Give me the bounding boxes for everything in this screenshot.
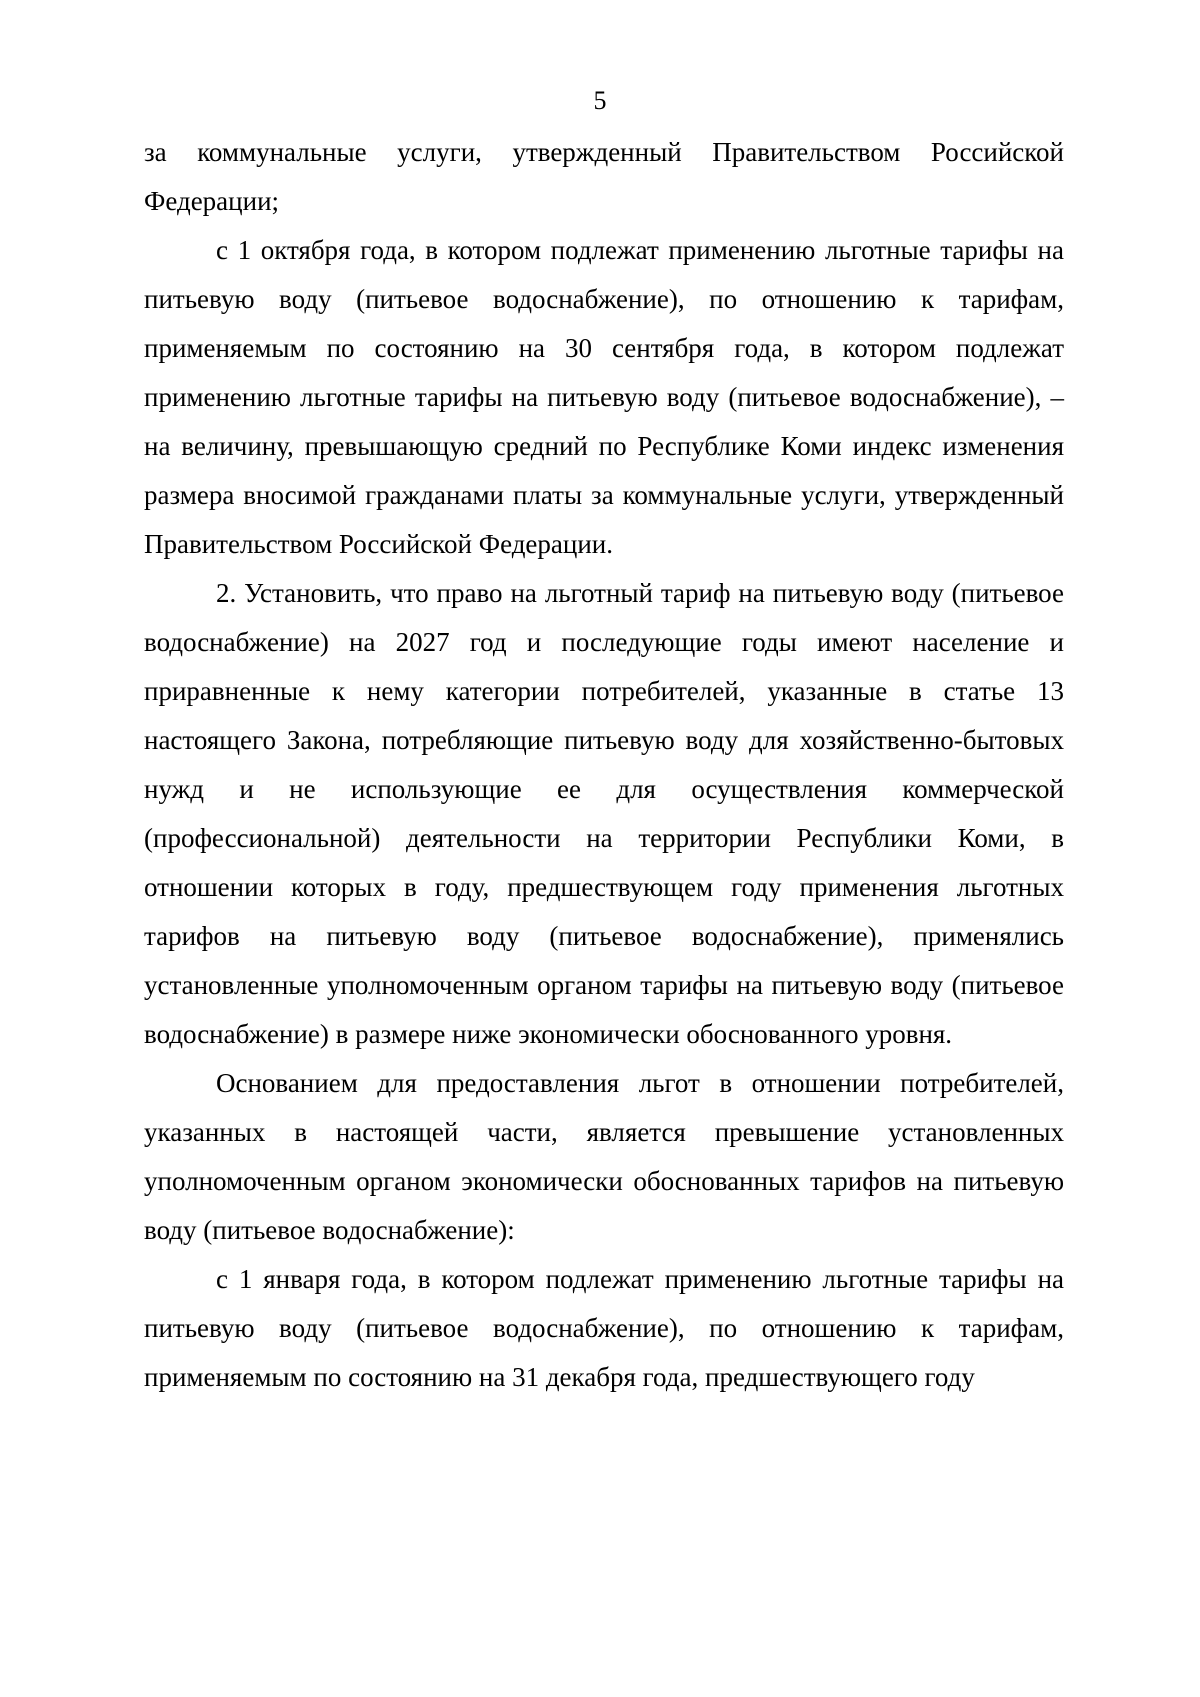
document-body <box>144 128 1064 1402</box>
page-number: 5 <box>593 86 607 115</box>
paragraph-january-clause: с 1 января года, в котором подлежат применению льготные тарифы на питьевую воду (питьевое водоснабжение), по отношению к тарифам, применяемым по состоянию на 31 декабря года, предшествующего году <box>144 1264 1064 1392</box>
paragraph-basis-for-benefits: Основанием для предоставления льгот в отношении потребителей, указанных в настоящей части, является превышение установленных уполномоченным органом экономически обоснованных тарифов на питьевую воду (питьевое водоснабжение): <box>144 1068 1064 1245</box>
paragraph-october-clause: с 1 октября года, в котором подлежат применению льготные тарифы на питьевую воду (питьевое водоснабжение), по отношению к тарифам, применяемым по состоянию на 30 сентября года, в котором подлежат применению льготные тарифы на питьевую воду (питьевое водоснабжение), – на величину, превышающую средний по Республике Коми индекс изменения размера вносимой гражданами платы за коммунальные услуги, утвержденный Правительством Российской Федерации. <box>144 235 1064 559</box>
paragraph-continuation: за коммунальные услуги, утвержденный Правительством Российской Федерации; <box>144 137 1064 216</box>
paragraph-item-2: 2. Установить, что право на льготный тариф на питьевую воду (питьевое водоснабжение) на 2027 год и последующие годы имеют население и приравненные к нему категории потребителей, указанные в статье 13 настоящего Закона, потребляющие питьевую воду для хозяйственно-бытовых нужд и не использующие ее для осуществления коммерческой (профессиональной) деятельности на территории Республики Коми, в отношении которых в году, предшествующем году применения льготных тарифов на питьевую воду (питьевое водоснабжение), применялись установленные уполномоченным органом тарифы на питьевую воду (питьевое водоснабжение) в размере ниже экономически обоснованного уровня. <box>144 578 1064 1049</box>
